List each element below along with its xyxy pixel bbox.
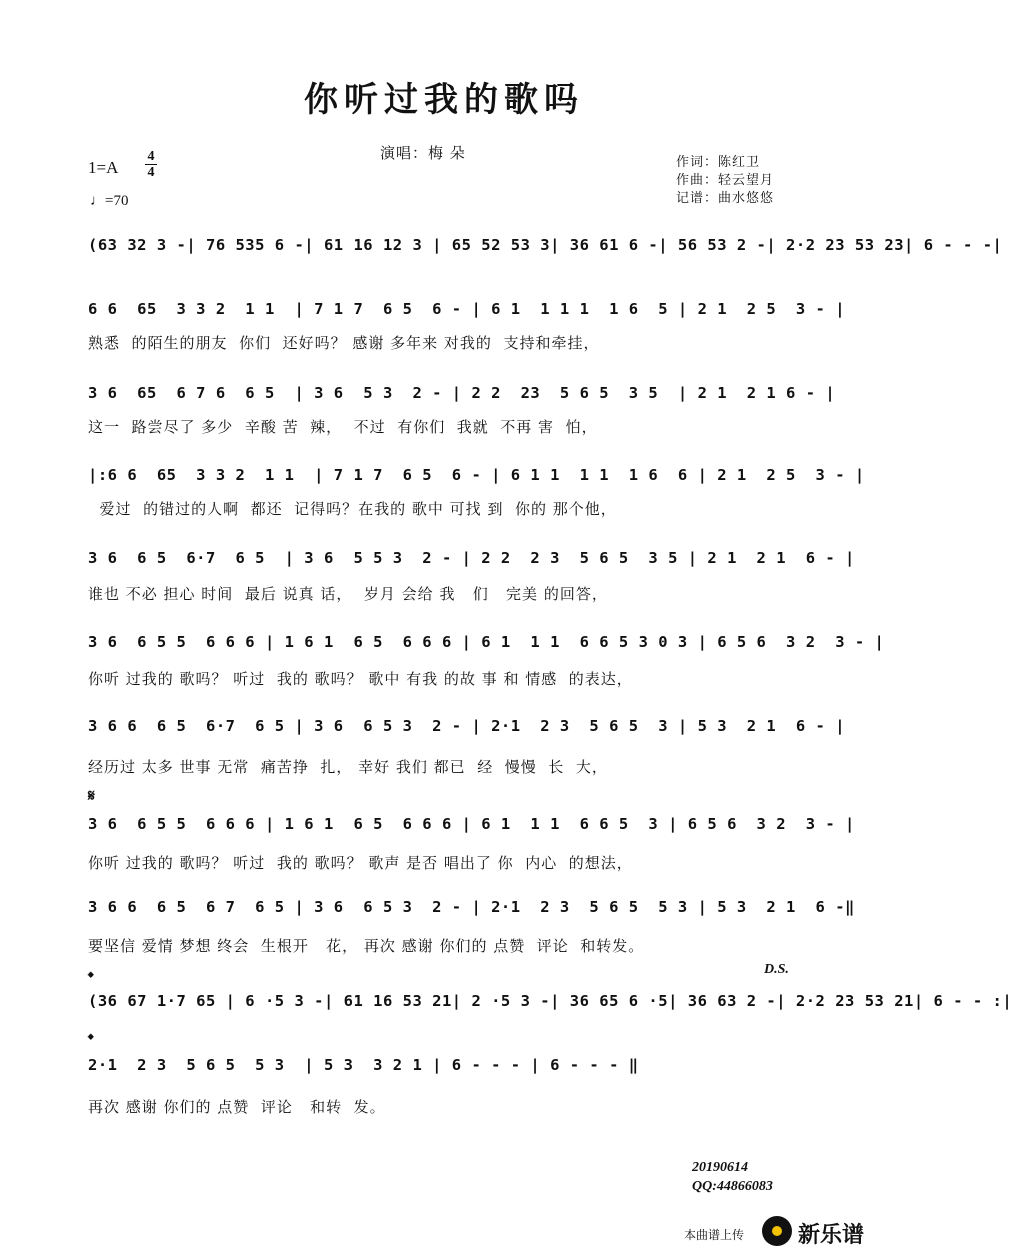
score-line-coda-lyric: 再次 感谢 你们的 点赞 评论 和转 发。: [88, 1098, 386, 1116]
page-title: 你听过我的歌吗: [304, 80, 584, 120]
qq-text: QQ:44866083: [692, 1179, 773, 1194]
score-line-5-lyric: 你听 过我的 歌吗？ 听过 我的 歌吗？ 歌中 有我 的故 事 和 情感 的表达，: [88, 670, 633, 688]
site-name: 新乐谱: [798, 1223, 865, 1248]
site-logo-icon: [762, 1216, 792, 1246]
score-line-8-lyric: 要坚信 爱情 梦想 终会 生根开 花， 再次 感谢 你们的 点赞 评论 和转发。: [88, 937, 645, 955]
date-text: 20190614: [692, 1160, 748, 1175]
ds-marking: D.S.: [764, 962, 789, 977]
score-line-5-notes: 3 6 6 5 5 6 6 6 | 1 6 1 6 5 6 6 6 | 6 1 1 1 6 6 5 3 0 3 | 6 5 6 3 2 3 - |: [88, 633, 885, 651]
coda-sign-2: 𝄌: [88, 1030, 94, 1049]
score-line-outro: (36 67 1·7 65 | 6 ·5 3 -| 61 16 53 21| 2 ·5 3 -| 36 65 6 ·5| 36 63 2 -| 2·2 23 53 21| 6 - - :|: [88, 992, 1012, 1010]
score-line-1-notes: 6 6 65 3 3 2 1 1 | 7 1 7 6 5 6 - | 6 1 1 1 1 1 6 5 | 2 1 2 5 3 - |: [88, 300, 846, 318]
segno-sign: 𝄋: [88, 786, 95, 805]
coda-sign-1: 𝄌: [88, 968, 94, 987]
score-line-coda-notes: 2·1 2 3 5 6 5 5 3 | 5 3 3 2 1 | 6 - - - | 6 - - - ‖: [88, 1056, 639, 1074]
credits: [676, 154, 774, 208]
lyricist-credit: 作词：陈红卫: [676, 155, 761, 170]
date-stamp: [692, 1158, 773, 1196]
time-signature-bottom: 4: [147, 165, 155, 180]
key-signature: 1=A: [88, 158, 119, 177]
score-line-4-lyric: 谁也 不必 担心 时间 最后 说真 话， 岁月 会给 我 们 完美 的回答，: [88, 585, 608, 603]
singer-credit: 演唱：梅 朵: [380, 144, 466, 162]
composer-credit: 作曲：轻云望月: [676, 173, 775, 188]
score-line-2-notes: 3 6 65 6 7 6 6 5 | 3 6 5 3 2 - | 2 2 23 5 6 5 3 5 | 2 1 2 1 6 - |: [88, 384, 836, 402]
score-line-4-notes: 3 6 6 5 6·7 6 5 | 3 6 5 5 3 2 - | 2 2 2 3 5 6 5 3 5 | 2 1 2 1 6 - |: [88, 549, 855, 567]
score-line-7-lyric: 你听 过我的 歌吗？ 听过 我的 歌吗？ 歌声 是否 唱出了 你 内心 的想法，: [88, 854, 633, 872]
score-line-2-lyric: 这一 路尝尽了 多少 辛酸 苦 辣， 不过 有你们 我就 不再 害 怕，: [88, 418, 598, 436]
upload-label: 本曲谱上传: [684, 1228, 745, 1242]
score-line-6-notes: 3 6 6 6 5 6·7 6 5 | 3 6 6 5 3 2 - | 2·1 2 3 5 6 5 3 | 5 3 2 1 6 - |: [88, 717, 846, 735]
tempo-marking: ♩=70: [90, 193, 129, 209]
score-line-6-lyric: 经历过 太多 世事 无常 痛苦挣 扎， 幸好 我们 都已 经 慢慢 长 大，: [88, 758, 608, 776]
score-line-7-notes: 3 6 6 5 5 6 6 6 | 1 6 1 6 5 6 6 6 | 6 1 1 1 6 6 5 3 | 6 5 6 3 2 3 - |: [88, 815, 855, 833]
transcriber-credit: 记谱：曲水悠悠: [676, 191, 775, 206]
time-signature: [145, 150, 157, 179]
score-line-3-notes: |:6 6 65 3 3 2 1 1 | 7 1 7 6 5 6 - | 6 1 1 1 1 1 6 6 | 2 1 2 5 3 - |: [88, 466, 865, 484]
time-signature-top: 4: [147, 149, 155, 164]
score-line-intro: (63 32 3 -| 76 535 6 -| 61 16 12 3 | 65 52 53 3| 36 61 6 -| 56 53 2 -| 2·2 23 53 23| 6 - - -|: [88, 236, 1003, 254]
score-line-8-notes: 3 6 6 6 5 6 7 6 5 | 3 6 6 5 3 2 - | 2·1 2 3 5 6 5 5 3 | 5 3 2 1 6 -‖: [88, 898, 855, 916]
score-line-1-lyric: 熟悉 的陌生的朋友 你们 还好吗？ 感谢 多年来 对我的 支持和牵挂，: [88, 334, 600, 352]
score-line-3-lyric: 爱过 的错过的人啊 都还 记得吗？在我的 歌中 可找 到 你的 那个他，: [88, 500, 617, 518]
